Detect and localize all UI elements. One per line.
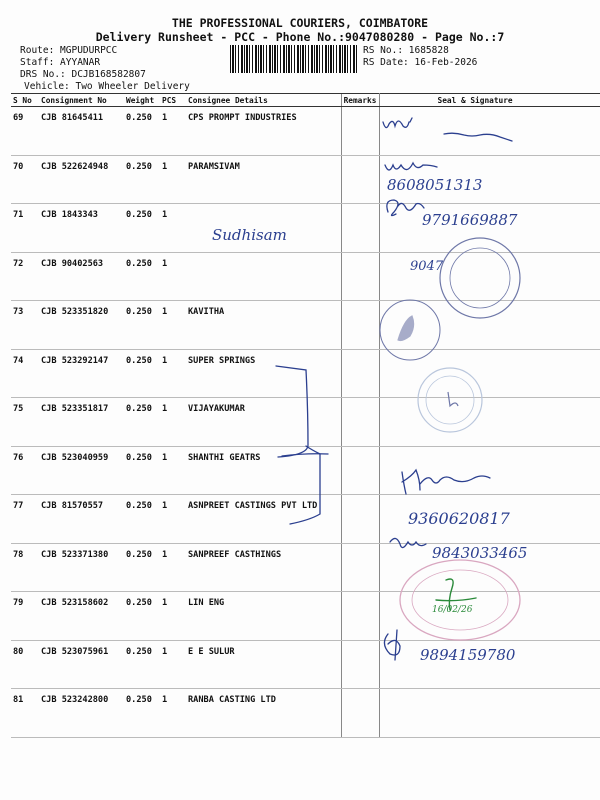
consignment-cell: CJB 81645411 bbox=[39, 107, 124, 156]
weight-cell: 0.250 bbox=[124, 446, 160, 495]
pcs-cell: 1 bbox=[160, 204, 186, 253]
sno-cell: 79 bbox=[11, 592, 39, 641]
barcode bbox=[230, 45, 358, 73]
sno-cell: 75 bbox=[11, 398, 39, 447]
seal-signature-cell bbox=[379, 592, 600, 641]
staff-label: Staff: AYYANAR bbox=[20, 57, 101, 68]
remarks-cell bbox=[341, 204, 379, 253]
seal-signature-cell bbox=[379, 301, 600, 350]
runsheet-subtitle: Delivery Runsheet - PCC - Phone No.:9047080280 - Page No.:7 bbox=[95, 30, 505, 44]
remarks-cell bbox=[341, 446, 379, 495]
seal-signature-cell bbox=[379, 204, 600, 253]
consignment-cell: CJB 523242800 bbox=[39, 689, 124, 738]
handwriting-row-80-date: 16/02/26 bbox=[432, 605, 473, 615]
seal-signature-cell bbox=[379, 252, 600, 301]
table-header-row bbox=[11, 94, 600, 107]
remarks-cell bbox=[341, 543, 379, 592]
remarks-cell bbox=[341, 640, 379, 689]
consignment-cell: CJB 523075961 bbox=[39, 640, 124, 689]
company-title: THE PROFESSIONAL COURIERS, COIMBATORE bbox=[171, 16, 429, 30]
consignment-cell: CJB 523040959 bbox=[39, 446, 124, 495]
col-consignment: Consignment No bbox=[39, 94, 124, 107]
remarks-cell bbox=[341, 398, 379, 447]
consignee-cell: KAVITHA bbox=[186, 301, 341, 350]
table-row bbox=[11, 543, 600, 592]
consignment-cell: CJB 523292147 bbox=[39, 349, 124, 398]
consignee-cell: SUPER SPRINGS bbox=[186, 349, 341, 398]
table-row bbox=[11, 155, 600, 204]
consignee-cell: RANBA CASTING LTD bbox=[186, 689, 341, 738]
pcs-cell: 1 bbox=[160, 107, 186, 156]
seal-signature-cell bbox=[379, 155, 600, 204]
consignee-cell: E E SULUR bbox=[186, 640, 341, 689]
sno-cell: 72 bbox=[11, 252, 39, 301]
table-row bbox=[11, 349, 600, 398]
sno-cell: 73 bbox=[11, 301, 39, 350]
sno-cell: 81 bbox=[11, 689, 39, 738]
handwriting-row-81-phone: 9894159780 bbox=[420, 646, 516, 664]
sno-cell: 70 bbox=[11, 155, 39, 204]
sno-cell: 78 bbox=[11, 543, 39, 592]
seal-signature-cell bbox=[379, 107, 600, 156]
table-row bbox=[11, 689, 600, 738]
col-remarks: Remarks bbox=[341, 94, 379, 107]
pcs-cell: 1 bbox=[160, 495, 186, 544]
seal-signature-cell bbox=[379, 543, 600, 592]
weight-cell: 0.250 bbox=[124, 689, 160, 738]
weight-cell: 0.250 bbox=[124, 398, 160, 447]
pcs-cell: 1 bbox=[160, 592, 186, 641]
consignee-cell: SANPREEF CASTHINGS bbox=[186, 543, 341, 592]
consignment-cell: CJB 523158602 bbox=[39, 592, 124, 641]
table-row bbox=[11, 107, 600, 156]
handwriting-row-71-name: Sudhisam bbox=[212, 226, 287, 244]
remarks-cell bbox=[341, 689, 379, 738]
sno-cell: 71 bbox=[11, 204, 39, 253]
seal-signature-cell bbox=[379, 446, 600, 495]
pcs-cell: 1 bbox=[160, 689, 186, 738]
consignment-cell: CJB 522624948 bbox=[39, 155, 124, 204]
col-seal-signature: Seal & Signature bbox=[379, 94, 600, 107]
pcs-cell: 1 bbox=[160, 252, 186, 301]
handwriting-row-79-phone: 9843033465 bbox=[432, 544, 528, 562]
remarks-cell bbox=[341, 592, 379, 641]
remarks-cell bbox=[341, 107, 379, 156]
sno-cell: 74 bbox=[11, 349, 39, 398]
consignee-cell: LIN ENG bbox=[186, 592, 341, 641]
route-label: Route: MGPUDURPCC bbox=[20, 45, 118, 56]
remarks-cell bbox=[341, 301, 379, 350]
remarks-cell bbox=[341, 349, 379, 398]
rs-number: RS No.: 1685828 bbox=[363, 45, 449, 56]
remarks-cell bbox=[341, 495, 379, 544]
consignment-cell: CJB 523371380 bbox=[39, 543, 124, 592]
pcs-cell: 1 bbox=[160, 446, 186, 495]
handwriting-row-70-phone: 8608051313 bbox=[387, 176, 483, 194]
col-pcs: PCS bbox=[160, 94, 186, 107]
weight-cell: 0.250 bbox=[124, 349, 160, 398]
seal-signature-cell bbox=[379, 398, 600, 447]
remarks-cell bbox=[341, 155, 379, 204]
consignee-cell: SHANTHI GEATRS bbox=[186, 446, 341, 495]
sno-cell: 80 bbox=[11, 640, 39, 689]
pcs-cell: 1 bbox=[160, 398, 186, 447]
runsheet-table bbox=[11, 93, 600, 738]
table-row bbox=[11, 446, 600, 495]
table-row bbox=[11, 640, 600, 689]
seal-signature-cell bbox=[379, 689, 600, 738]
col-consignee: Consignee Details bbox=[186, 94, 341, 107]
pcs-cell: 1 bbox=[160, 543, 186, 592]
seal-signature-cell bbox=[379, 640, 600, 689]
consignment-cell: CJB 1843343 bbox=[39, 204, 124, 253]
consignment-cell: CJB 81570557 bbox=[39, 495, 124, 544]
consignee-cell: CPS PROMPT INDUSTRIES bbox=[186, 107, 341, 156]
consignee-cell bbox=[186, 204, 341, 253]
pcs-cell: 1 bbox=[160, 301, 186, 350]
handwriting-row-72-phone: 9047 bbox=[410, 259, 444, 274]
table-row bbox=[11, 252, 600, 301]
vehicle-label: Vehicle: Two Wheeler Delivery bbox=[24, 81, 190, 92]
table-row bbox=[11, 204, 600, 253]
consignment-cell: CJB 90402563 bbox=[39, 252, 124, 301]
weight-cell: 0.250 bbox=[124, 543, 160, 592]
weight-cell: 0.250 bbox=[124, 592, 160, 641]
drs-number: DRS No.: DCJB168582807 bbox=[20, 69, 146, 80]
weight-cell: 0.250 bbox=[124, 155, 160, 204]
handwriting-row-71-phone: 9791669887 bbox=[422, 211, 518, 229]
rs-date: RS Date: 16-Feb-2026 bbox=[363, 57, 478, 68]
weight-cell: 0.250 bbox=[124, 640, 160, 689]
table-row bbox=[11, 592, 600, 641]
table-row bbox=[11, 398, 600, 447]
pcs-cell: 1 bbox=[160, 640, 186, 689]
weight-cell: 0.250 bbox=[124, 107, 160, 156]
weight-cell: 0.250 bbox=[124, 301, 160, 350]
consignee-cell bbox=[186, 252, 341, 301]
table-row bbox=[11, 495, 600, 544]
col-sno: S No bbox=[11, 94, 39, 107]
weight-cell: 0.250 bbox=[124, 495, 160, 544]
sno-cell: 69 bbox=[11, 107, 39, 156]
seal-signature-cell bbox=[379, 349, 600, 398]
col-weight: Weight bbox=[124, 94, 160, 107]
sno-cell: 77 bbox=[11, 495, 39, 544]
weight-cell: 0.250 bbox=[124, 252, 160, 301]
weight-cell: 0.250 bbox=[124, 204, 160, 253]
remarks-cell bbox=[341, 252, 379, 301]
table-row bbox=[11, 301, 600, 350]
handwriting-row-78-phone: 9360620817 bbox=[408, 509, 510, 528]
consignee-cell: ASNPREET CASTINGS PVT LTD bbox=[186, 495, 341, 544]
seal-signature-cell bbox=[379, 495, 600, 544]
pcs-cell: 1 bbox=[160, 155, 186, 204]
sno-cell: 76 bbox=[11, 446, 39, 495]
consignment-cell: CJB 523351817 bbox=[39, 398, 124, 447]
consignment-cell: CJB 523351820 bbox=[39, 301, 124, 350]
pcs-cell: 1 bbox=[160, 349, 186, 398]
consignee-cell: PARAMSIVAM bbox=[186, 155, 341, 204]
consignee-cell: VIJAYAKUMAR bbox=[186, 398, 341, 447]
